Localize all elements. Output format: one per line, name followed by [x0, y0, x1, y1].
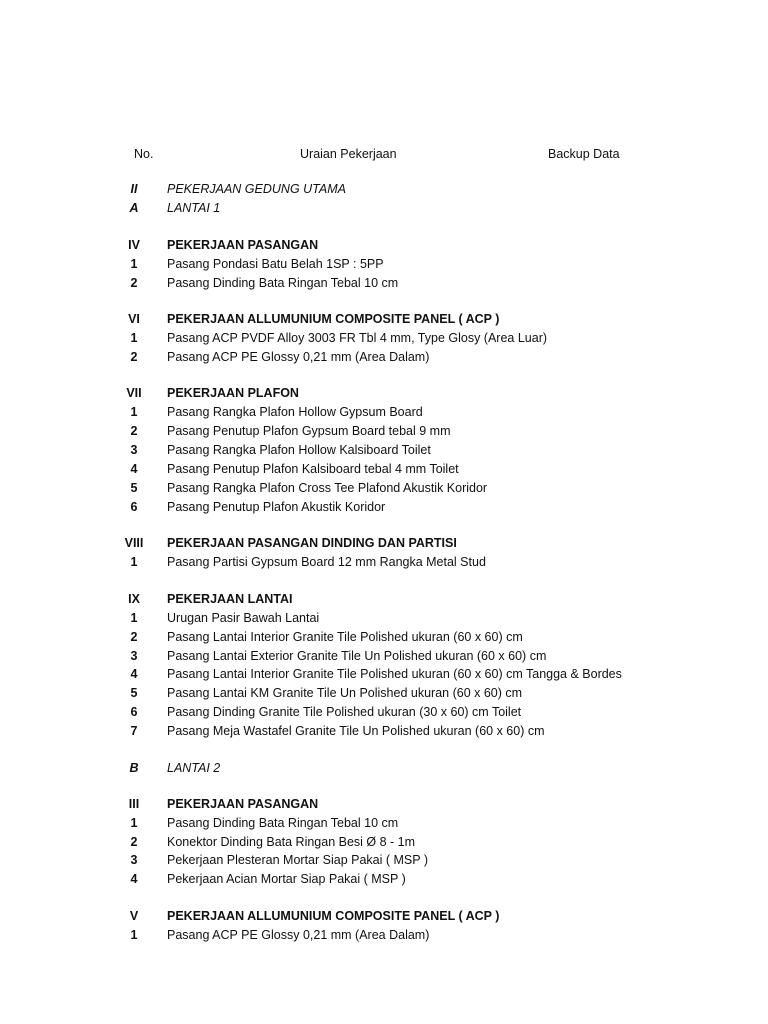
work-item-row	[0, 835, 768, 853]
row-description: Pasang Pondasi Batu Belah 1SP : 5PP	[167, 257, 384, 271]
work-item-row	[0, 462, 768, 480]
row-number: 3	[130, 649, 138, 663]
row-description: Pasang Lantai Interior Granite Tile Polished ukuran (60 x 60) cm	[167, 630, 523, 644]
section-heading-row	[0, 592, 768, 610]
row-description: Pasang Rangka Plafon Hollow Gypsum Board	[167, 405, 423, 419]
row-description: Pasang Rangka Plafon Hollow Kalsiboard Toilet	[167, 443, 431, 457]
row-description: Pasang Meja Wastafel Granite Tile Un Polished ukuran (60 x 60) cm	[167, 724, 545, 738]
work-item-row	[0, 350, 768, 368]
row-description: Konektor Dinding Bata Ringan Besi Ø 8 - 1m	[167, 835, 416, 849]
row-description: LANTAI 1	[167, 201, 221, 215]
row-number: 4	[130, 462, 138, 476]
row-description: Pasang Lantai Exterior Granite Tile Un Polished ukuran (60 x 60) cm	[167, 649, 547, 663]
row-description: Pekerjaan Acian Mortar Siap Pakai ( MSP )	[167, 872, 406, 886]
row-number: 1	[130, 405, 138, 419]
row-description: Pekerjaan Plesteran Mortar Siap Pakai ( MSP )	[167, 853, 428, 867]
row-description: PEKERJAAN LANTAI	[167, 592, 293, 606]
row-description: Pasang ACP PE Glossy 0,21 mm (Area Dalam)	[167, 928, 430, 942]
row-number: II	[130, 182, 138, 196]
row-description: PEKERJAAN ALLUMUNIUM COMPOSITE PANEL ( ACP )	[167, 312, 500, 326]
row-number: 2	[130, 835, 138, 849]
row-number: 1	[130, 555, 138, 569]
row-number: VI	[128, 312, 140, 326]
work-item-row	[0, 424, 768, 442]
work-item-row	[0, 816, 768, 834]
row-description: Pasang Dinding Bata Ringan Tebal 10 cm	[167, 276, 399, 290]
row-number: IV	[128, 238, 140, 252]
header-no: No.	[134, 147, 154, 161]
row-number: 3	[130, 443, 138, 457]
work-item-row	[0, 276, 768, 294]
main-section-row	[0, 761, 768, 779]
header-description: Uraian Pekerjaan	[300, 147, 397, 161]
row-number: 2	[130, 276, 138, 290]
row-number: IX	[128, 592, 140, 606]
row-number: 1	[130, 611, 138, 625]
section-heading-row	[0, 797, 768, 815]
row-number: V	[129, 909, 139, 923]
row-description: Pasang Lantai KM Granite Tile Un Polished ukuran (60 x 60) cm	[167, 686, 523, 700]
row-number: 4	[130, 872, 138, 886]
row-number: VII	[126, 386, 142, 400]
row-number: 2	[130, 424, 138, 438]
row-number: 2	[130, 350, 138, 364]
row-description: PEKERJAAN ALLUMUNIUM COMPOSITE PANEL ( ACP )	[167, 909, 500, 923]
work-item-row	[0, 928, 768, 946]
row-description: Pasang Partisi Gypsum Board 12 mm Rangka Metal Stud	[167, 555, 486, 569]
row-description: LANTAI 2	[167, 761, 221, 775]
work-item-row	[0, 630, 768, 648]
section-heading-row	[0, 386, 768, 404]
row-number: 6	[130, 705, 138, 719]
work-item-row	[0, 853, 768, 871]
row-description: Pasang ACP PE Glossy 0,21 mm (Area Dalam)	[167, 350, 430, 364]
row-description: Pasang Rangka Plafon Cross Tee Plafond Akustik Koridor	[167, 481, 488, 495]
row-number: 7	[130, 724, 138, 738]
row-description: PEKERJAAN PASANGAN	[167, 238, 319, 252]
row-description: PEKERJAAN PASANGAN	[167, 797, 319, 811]
row-description: Pasang Penutup Plafon Akustik Koridor	[167, 500, 386, 514]
section-heading-row	[0, 238, 768, 256]
row-description: PEKERJAAN PLAFON	[167, 386, 299, 400]
section-heading-row	[0, 536, 768, 554]
row-description: Urugan Pasir Bawah Lantai	[167, 611, 320, 625]
work-item-row	[0, 500, 768, 518]
row-number: 2	[130, 630, 138, 644]
row-description: Pasang Dinding Granite Tile Polished ukuran (30 x 60) cm Toilet	[167, 705, 522, 719]
work-item-row	[0, 331, 768, 349]
row-number: B	[129, 761, 139, 775]
row-description: Pasang ACP PVDF Alloy 3003 FR Tbl 4 mm, Type Glosy (Area Luar)	[167, 331, 548, 345]
work-item-row	[0, 649, 768, 667]
row-description: Pasang Penutup Plafon Kalsiboard tebal 4 mm Toilet	[167, 462, 459, 476]
row-number: 5	[130, 686, 138, 700]
work-item-row	[0, 257, 768, 275]
main-section-row	[0, 201, 768, 219]
work-item-row	[0, 481, 768, 499]
row-number: 6	[130, 500, 138, 514]
work-item-row	[0, 686, 768, 704]
row-description: PEKERJAAN PASANGAN DINDING DAN PARTISI	[167, 536, 457, 550]
row-description: Pasang Dinding Bata Ringan Tebal 10 cm	[167, 816, 399, 830]
work-item-row	[0, 611, 768, 629]
work-item-row	[0, 443, 768, 461]
row-number: 1	[130, 816, 138, 830]
section-heading-row	[0, 909, 768, 927]
section-heading-row	[0, 312, 768, 330]
row-number: 5	[130, 481, 138, 495]
main-section-row	[0, 182, 768, 200]
row-number: A	[129, 201, 139, 215]
row-description: Pasang Lantai Interior Granite Tile Polished ukuran (60 x 60) cm Tangga & Bordes	[167, 667, 622, 681]
row-number: 1	[130, 257, 138, 271]
row-number: 4	[130, 667, 138, 681]
work-item-row	[0, 555, 768, 573]
header-backup-data: Backup Data	[548, 147, 620, 161]
work-item-row	[0, 667, 768, 685]
work-item-row	[0, 705, 768, 723]
row-number: 1	[130, 331, 138, 345]
row-description: Pasang Penutup Plafon Gypsum Board tebal 9 mm	[167, 424, 451, 438]
row-number: VIII	[124, 536, 144, 550]
row-number: III	[128, 797, 140, 811]
row-description: PEKERJAAN GEDUNG UTAMA	[167, 182, 346, 196]
row-number: 1	[130, 928, 138, 942]
work-item-row	[0, 724, 768, 742]
row-number: 3	[130, 853, 138, 867]
work-item-row	[0, 405, 768, 423]
work-item-row	[0, 872, 768, 890]
